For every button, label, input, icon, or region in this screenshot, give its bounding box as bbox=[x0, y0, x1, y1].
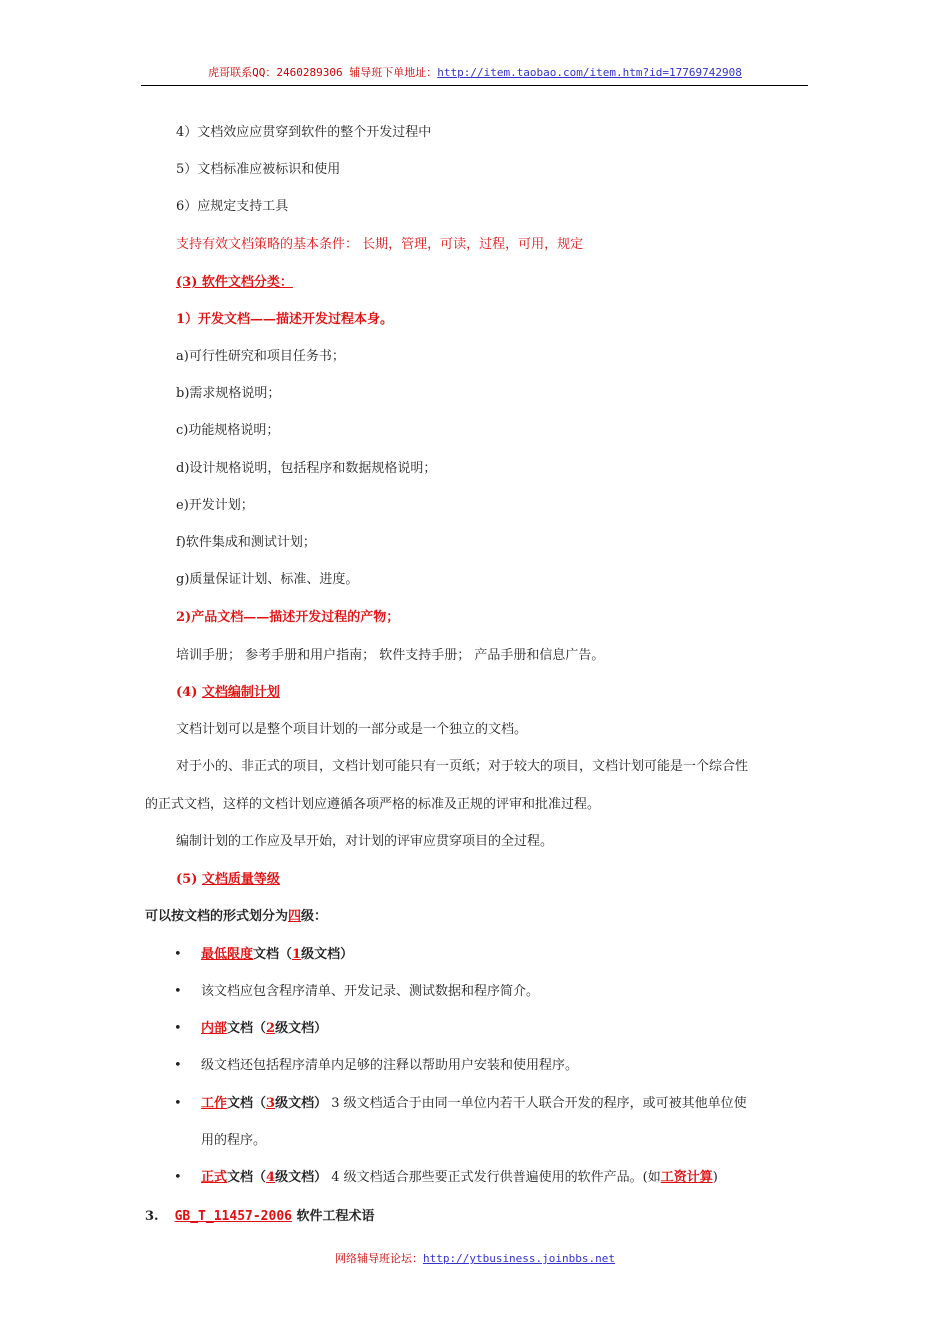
level-text: 文档（ bbox=[227, 1096, 267, 1111]
level-text: 文档（ bbox=[227, 1170, 267, 1185]
bullet-icon: • bbox=[174, 947, 182, 962]
level-name: 最低限度 bbox=[201, 947, 254, 962]
bullet-description: 级文档还包括程序清单内足够的注释以帮助用户安装和使用程序。 bbox=[201, 1058, 579, 1073]
section-number: (5) bbox=[176, 872, 202, 887]
level-text: 级文档） bbox=[275, 1021, 328, 1036]
bullet-level-1 bbox=[201, 946, 353, 964]
level-text: 文档（ bbox=[227, 1021, 267, 1036]
level-number: 3 bbox=[266, 1096, 276, 1111]
paragraph-line: 5）文档标准应被标识和使用 bbox=[176, 162, 341, 177]
section-title: 软件工程术语 bbox=[291, 1209, 375, 1224]
level-description: 3 级文档适合于由同一单位内若干人联合开发的程序，或可被其他单位使 bbox=[327, 1096, 747, 1111]
level-description: 4 级文档适合那些要正式发行供普遍使用的软件产品。(如 bbox=[327, 1170, 661, 1185]
intro-text: 可以按文档的形式划分为 bbox=[145, 909, 289, 924]
bullet-continuation: 用的程序。 bbox=[201, 1133, 267, 1148]
subheading-dev-docs: 1）开发文档——描述开发过程本身。 bbox=[176, 312, 394, 327]
section-title: 文档质量等级 bbox=[201, 872, 280, 887]
paragraph-line: 4）文档效应应贯穿到软件的整个开发过程中 bbox=[176, 125, 432, 140]
bullet-level-4 bbox=[201, 1169, 718, 1187]
list-item: e)开发计划； bbox=[176, 498, 254, 513]
paragraph-line: 培训手册； 参考手册和用户指南； 软件支持手册； 产品手册和信息广告。 bbox=[176, 648, 605, 663]
intro-text-end: 级： bbox=[301, 909, 328, 924]
level-number: 2 bbox=[266, 1021, 276, 1036]
level-name: 内部 bbox=[201, 1021, 228, 1036]
level-name: 正式 bbox=[201, 1170, 228, 1185]
bullet-icon: • bbox=[174, 1021, 182, 1036]
level-text: 级文档） bbox=[275, 1170, 328, 1185]
header-contact-text: 虎哥联系QQ：2460289306 辅导班下单地址： bbox=[208, 66, 438, 79]
header-divider bbox=[141, 85, 808, 86]
bullet-icon: • bbox=[174, 1170, 182, 1185]
section-heading-4 bbox=[176, 684, 280, 702]
standard-link[interactable]: GB_T_11457-2006 bbox=[174, 1209, 292, 1224]
list-item: c)功能规格说明； bbox=[176, 423, 280, 438]
level-number: 4 bbox=[266, 1170, 276, 1185]
level-text: 文档（ bbox=[253, 947, 293, 962]
list-item: a)可行性研究和项目任务书； bbox=[176, 349, 345, 364]
closing-paren: ) bbox=[712, 1170, 718, 1185]
paragraph-line: 对于小的、非正式的项目，文档计划可能只有一页纸；对于较大的项目，文档计划可能是一个综合性 bbox=[176, 759, 749, 774]
level-number: 1 bbox=[292, 947, 302, 962]
level-text: 级文档） bbox=[275, 1096, 328, 1111]
intro-emphasis: 四 bbox=[288, 909, 302, 924]
bullet-description: 该文档应包含程序清单、开发记录、测试数据和程序简介。 bbox=[201, 984, 540, 999]
highlight-line: 支持有效文档策略的基本条件： 长期，管理，可读，过程，可用，规定 bbox=[176, 237, 584, 252]
list-item: b)需求规格说明； bbox=[176, 386, 281, 401]
bullet-level-2 bbox=[201, 1020, 327, 1038]
section-heading-3: (3) 软件文档分类： bbox=[176, 275, 293, 290]
bullet-level-3 bbox=[201, 1095, 747, 1113]
list-item: d)设计规格说明，包括程序和数据规格说明； bbox=[176, 461, 437, 476]
footer-text: 网络辅导班论坛： bbox=[334, 1252, 423, 1265]
paragraph-line: 编制计划的工作应及早开始，对计划的评审应贯穿项目的全过程。 bbox=[176, 834, 554, 849]
bullet-icon: • bbox=[174, 1096, 182, 1111]
page-footer bbox=[0, 1250, 950, 1266]
subheading-product-docs: 2)产品文档——描述开发过程的产物； bbox=[176, 610, 400, 625]
level-name: 工作 bbox=[201, 1096, 228, 1111]
page-header bbox=[0, 64, 950, 80]
paragraph-line: 6）应规定支持工具 bbox=[176, 199, 289, 214]
payroll-link[interactable]: 工资计算 bbox=[660, 1170, 713, 1185]
section-title: 文档编制计划 bbox=[201, 685, 280, 700]
section-number: (4) bbox=[176, 685, 202, 700]
section-heading-5 bbox=[176, 871, 280, 889]
footer-forum-link[interactable]: http://ytbusiness.joinbbs.net bbox=[422, 1252, 616, 1265]
list-item: g)质量保证计划、标准、进度。 bbox=[176, 572, 359, 587]
bullet-icon: • bbox=[174, 1058, 182, 1073]
classification-intro bbox=[145, 908, 327, 926]
paragraph-line: 文档计划可以是整个项目计划的一部分或是一个独立的文档。 bbox=[176, 722, 528, 737]
bullet-icon: • bbox=[174, 984, 182, 999]
section-3-heading bbox=[145, 1208, 375, 1226]
list-item: f)软件集成和测试计划； bbox=[176, 535, 316, 550]
level-text: 级文档） bbox=[301, 947, 354, 962]
paragraph-line: 的正式文档，这样的文档计划应遵循各项严格的标准及正规的评审和批准过程。 bbox=[145, 797, 601, 812]
header-shop-link[interactable]: http://item.taobao.com/item.htm?id=17769742908 bbox=[437, 66, 742, 79]
section-number: 3. bbox=[145, 1209, 159, 1224]
